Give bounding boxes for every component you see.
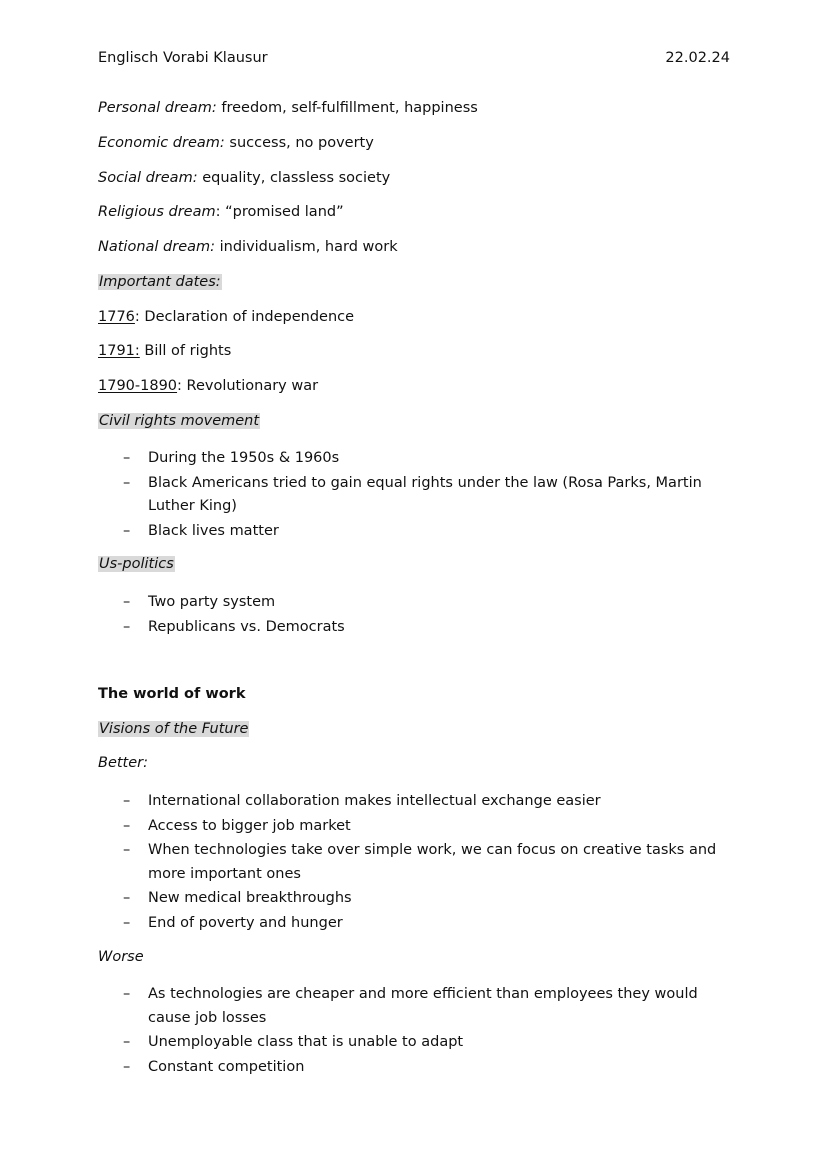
date-year: 1791: xyxy=(98,343,140,359)
dream-label: Personal dream: xyxy=(98,100,217,116)
dream-text: freedom, self-fulfillment, happiness xyxy=(216,100,478,116)
date-year: 1790-1890 xyxy=(98,378,178,394)
dash-bullet: – xyxy=(123,890,131,906)
dash-bullet: – xyxy=(123,986,131,1002)
date-year: 1776 xyxy=(98,309,135,325)
date-text: : Revolutionary war xyxy=(177,378,319,394)
us-politics-heading xyxy=(98,556,175,572)
dash-bullet: – xyxy=(123,914,131,931)
dash-bullet: – xyxy=(123,594,131,610)
worse-list xyxy=(98,983,738,1080)
worse-label: Worse xyxy=(98,949,144,965)
list-item-text: As technologies are cheaper and more efficient than employees they would cause job losses xyxy=(148,986,698,1026)
list-item xyxy=(98,591,738,615)
dash-bullet: – xyxy=(123,522,131,539)
dream-text: individualism, hard work xyxy=(215,239,398,255)
header-title: Englisch Vorabi Klausur xyxy=(98,50,268,66)
better-label: Better: xyxy=(98,755,149,771)
list-item xyxy=(98,472,738,519)
date-text: : Declaration of independence xyxy=(134,309,355,325)
list-item-text: Republicans vs. Democrats xyxy=(148,618,345,635)
list-item xyxy=(98,616,738,640)
date-text: Bill of rights xyxy=(139,343,232,359)
list-item-text: Black Americans tried to gain equal rights under the law (Rosa Parks, Martin Luther King) xyxy=(148,474,702,514)
visions-heading-text: Visions of the Future xyxy=(99,721,249,737)
dream-line-national xyxy=(98,239,398,255)
list-item-text: End of poverty and hunger xyxy=(148,914,343,931)
dream-label: Religious dream xyxy=(98,204,216,220)
dream-line-social xyxy=(98,170,390,186)
dream-line-economic xyxy=(98,135,374,151)
list-item-text: International collaboration makes intellectual exchange easier xyxy=(148,793,601,809)
visions-heading xyxy=(98,721,249,737)
dash-bullet: – xyxy=(123,450,131,466)
list-item xyxy=(98,815,738,839)
us-politics-list xyxy=(98,591,738,640)
dash-bullet: – xyxy=(123,817,131,834)
date-item xyxy=(98,378,318,394)
dream-text: success, no poverty xyxy=(224,135,374,151)
header-date: 22.02.24 xyxy=(665,50,730,66)
dash-bullet: – xyxy=(123,1034,131,1050)
list-item-text: Unemployable class that is unable to adapt xyxy=(148,1034,464,1050)
dash-bullet: – xyxy=(123,793,131,809)
list-item xyxy=(98,1031,738,1055)
list-item xyxy=(98,1056,738,1080)
list-item-text: Black lives matter xyxy=(148,522,279,539)
list-item-text: Constant competition xyxy=(148,1058,305,1075)
date-item xyxy=(98,309,354,325)
list-item-text: When technologies take over simple work, we can focus on creative tasks and more important ones xyxy=(148,842,717,882)
dream-text: : “promised land” xyxy=(215,204,344,220)
list-item-text: During the 1950s & 1960s xyxy=(148,450,340,466)
list-item xyxy=(98,983,738,1030)
list-item xyxy=(98,912,738,936)
dream-label: Social dream: xyxy=(98,170,198,186)
list-item xyxy=(98,839,738,886)
dates-heading-text: Important dates: xyxy=(99,274,221,290)
dream-label: Economic dream: xyxy=(98,135,225,151)
civil-rights-heading-text: Civil rights movement xyxy=(99,413,260,429)
list-item xyxy=(98,520,738,544)
list-item xyxy=(98,447,738,471)
dash-bullet: – xyxy=(123,842,131,858)
dream-text: equality, classless society xyxy=(197,170,391,186)
dates-heading xyxy=(98,274,222,290)
list-item-text: New medical breakthroughs xyxy=(148,890,352,906)
us-politics-heading-text: Us-politics xyxy=(99,556,174,572)
list-item-text: Access to bigger job market xyxy=(148,817,351,834)
date-item xyxy=(98,343,231,359)
dash-bullet: – xyxy=(123,618,131,635)
list-item xyxy=(98,887,738,911)
better-list xyxy=(98,790,738,936)
dream-line-personal xyxy=(98,100,478,116)
civil-rights-list xyxy=(98,447,738,544)
dream-line-religious xyxy=(98,204,344,220)
civil-rights-heading xyxy=(98,413,260,429)
dash-bullet: – xyxy=(123,1058,131,1075)
list-item-text: Two party system xyxy=(148,594,276,610)
section-title: The world of work xyxy=(98,686,246,702)
dash-bullet: – xyxy=(123,474,131,491)
dream-label: National dream: xyxy=(98,239,216,255)
list-item xyxy=(98,790,738,814)
